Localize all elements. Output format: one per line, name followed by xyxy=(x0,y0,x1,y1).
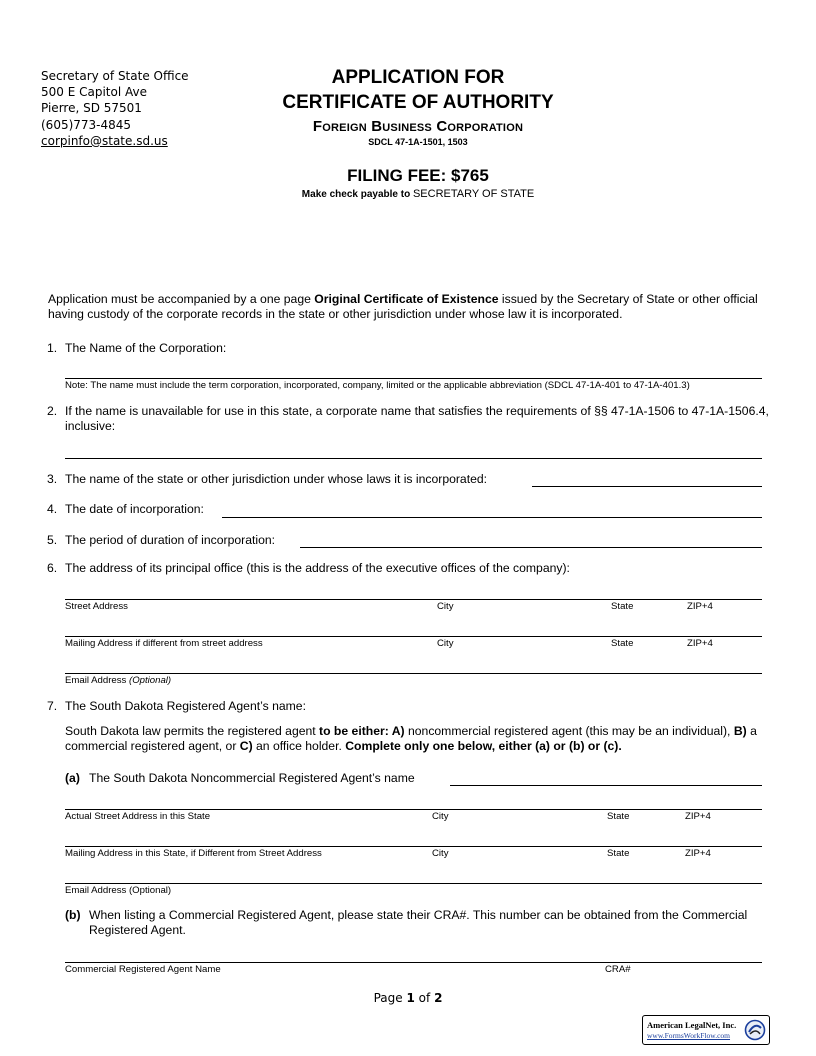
intro-text-bold: Original Certificate of Existence xyxy=(314,292,499,306)
item-1-label: The Name of the Corporation: xyxy=(65,341,227,355)
commercial-agent-name-label: Commercial Registered Agent Name xyxy=(65,964,221,975)
email-optional-text: (Optional) xyxy=(129,675,172,686)
item-4-label: The date of incorporation: xyxy=(65,502,204,516)
corporation-name-field[interactable] xyxy=(65,378,762,379)
agent-email-field[interactable] xyxy=(65,883,762,884)
street-city-label: City xyxy=(437,601,454,612)
agent-email-label: Email Address (Optional) xyxy=(65,885,172,896)
page-word: Page xyxy=(373,991,403,1005)
page-current: 1 xyxy=(406,991,415,1005)
agent-mailing-label: Mailing Address in this State, if Different from Street Address xyxy=(65,848,322,859)
agent-text-1: South Dakota law permits the registered agent xyxy=(65,724,320,738)
filing-fee: FILING FEE: $765 xyxy=(347,166,489,185)
item-7-number: 7. xyxy=(47,699,58,713)
payable-to: SECRETARY OF STATE xyxy=(412,188,535,200)
agent-text-4-bold: Complete only one below, either (a) or (b) or (c). xyxy=(345,739,622,753)
option-b-text: When listing a Commercial Registered Agent, please state their CRA#. This number can be obtained from the Commercial Registered Agent. xyxy=(89,908,748,937)
agent-mailing-zip-label: ZIP+4 xyxy=(685,848,711,859)
item-3-label: The name of the state or other jurisdiction under whose laws it is incorporated: xyxy=(65,472,488,486)
payable-prefix: Make check payable to xyxy=(301,189,411,200)
office-address-block xyxy=(41,68,189,149)
american-legalnet-logo[interactable] xyxy=(642,1015,770,1045)
form-title-line2: CERTIFICATE OF AUTHORITY xyxy=(282,92,554,113)
agent-text-4: an office holder. xyxy=(252,739,346,753)
agent-text-3-bold: C) xyxy=(239,739,253,753)
item-1-note: Note: The name must include the term corporation, incorporated, company, limited or the applicable abbreviation (SDCL 47-1A-401 to 47-1A-401.3) xyxy=(65,380,690,391)
agent-text-1-bold: to be either: A) xyxy=(319,724,405,738)
actual-street-label: Actual Street Address in this State xyxy=(65,811,211,822)
principal-mailing-address-field[interactable] xyxy=(65,636,762,637)
mailing-city-label: City xyxy=(437,638,454,649)
intro-text-2: issued by the Secretary of State or other official having custody of the corporate records in the state or other jurisdiction under whose law it is incorporated. xyxy=(48,292,758,321)
payable-line xyxy=(200,188,636,200)
agent-text-2: noncommercial registered agent (this may be an individual), xyxy=(404,724,734,738)
item-7-label: The South Dakota Registered Agent’s name: xyxy=(65,699,306,713)
email-label-text: Email Address xyxy=(65,675,127,686)
agent-explanation xyxy=(65,724,781,754)
agent-mailing-city-label: City xyxy=(432,848,449,859)
option-a-label: (a) xyxy=(65,771,80,785)
page-total: 2 xyxy=(434,991,443,1005)
street-state-label: State xyxy=(611,601,634,612)
agent-text-3: a commercial registered agent, or xyxy=(65,724,757,753)
office-email-link[interactable]: corpinfo@state.sd.us xyxy=(41,133,168,148)
incorporation-date-field[interactable] xyxy=(222,517,762,518)
duration-field[interactable] xyxy=(300,547,762,548)
item-5-label: The period of duration of incorporation: xyxy=(65,533,276,547)
agent-street-city-label: City xyxy=(432,811,449,822)
logo-company-name: American LegalNet, Inc. xyxy=(647,1020,737,1030)
form-subtitle: Foreign Business Corporation xyxy=(312,118,524,135)
agent-mailing-address-field[interactable] xyxy=(65,846,762,847)
agent-street-address-field[interactable] xyxy=(65,809,762,810)
agent-mailing-state-label: State xyxy=(607,848,630,859)
item-4-number: 4. xyxy=(47,502,58,516)
agent-text-2-bold: B) xyxy=(733,724,747,738)
option-a-text: The South Dakota Noncommercial Registered Agent’s name xyxy=(89,771,415,785)
street-zip-label: ZIP+4 xyxy=(687,601,713,612)
commercial-agent-field[interactable] xyxy=(65,962,762,963)
alternate-name-field[interactable] xyxy=(65,458,762,459)
street-address-label: Street Address xyxy=(65,601,128,612)
office-name: Secretary of State Office xyxy=(41,69,189,83)
item-1-number: 1. xyxy=(47,341,58,355)
cra-number-label: CRA# xyxy=(605,964,631,975)
item-2-label: If the name is unavailable for use in this state, a corporate name that satisfies the requirements of §§ 47-1A-1506 to 47-1A-1506.4, inclusive: xyxy=(65,404,769,433)
principal-street-address-field[interactable] xyxy=(65,599,762,600)
globe-icon xyxy=(744,1019,766,1041)
statute-reference: SDCL 47-1A-1501, 1503 xyxy=(368,137,468,147)
principal-email-field[interactable] xyxy=(65,673,762,674)
agent-street-zip-label: ZIP+4 xyxy=(685,811,711,822)
email-address-label xyxy=(65,675,171,687)
logo-url[interactable]: www.FormsWorkFlow.com xyxy=(647,1031,731,1040)
noncommercial-agent-name-field[interactable] xyxy=(450,785,762,786)
form-title-line1: APPLICATION FOR xyxy=(331,67,505,88)
item-2-number: 2. xyxy=(47,404,58,418)
mailing-state-label: State xyxy=(611,638,634,649)
page-number xyxy=(0,991,816,1005)
agent-street-state-label: State xyxy=(607,811,630,822)
mailing-address-label: Mailing Address if different from street address xyxy=(65,638,263,649)
jurisdiction-field[interactable] xyxy=(532,486,762,487)
item-5-number: 5. xyxy=(47,533,58,547)
intro-paragraph xyxy=(48,292,770,322)
item-6-label: The address of its principal office (this is the address of the executive offices of the company): xyxy=(65,561,570,575)
office-phone: (605)773-4845 xyxy=(41,117,132,132)
office-city-line: Pierre, SD 57501 xyxy=(41,101,142,116)
page-of: of xyxy=(418,991,431,1005)
mailing-zip-label: ZIP+4 xyxy=(687,638,713,649)
intro-text-1: Application must be accompanied by a one page xyxy=(48,292,315,306)
option-b-label: (b) xyxy=(65,908,81,922)
item-3-number: 3. xyxy=(47,472,58,486)
office-street: 500 E Capitol Ave xyxy=(41,85,147,100)
item-6-number: 6. xyxy=(47,561,58,575)
